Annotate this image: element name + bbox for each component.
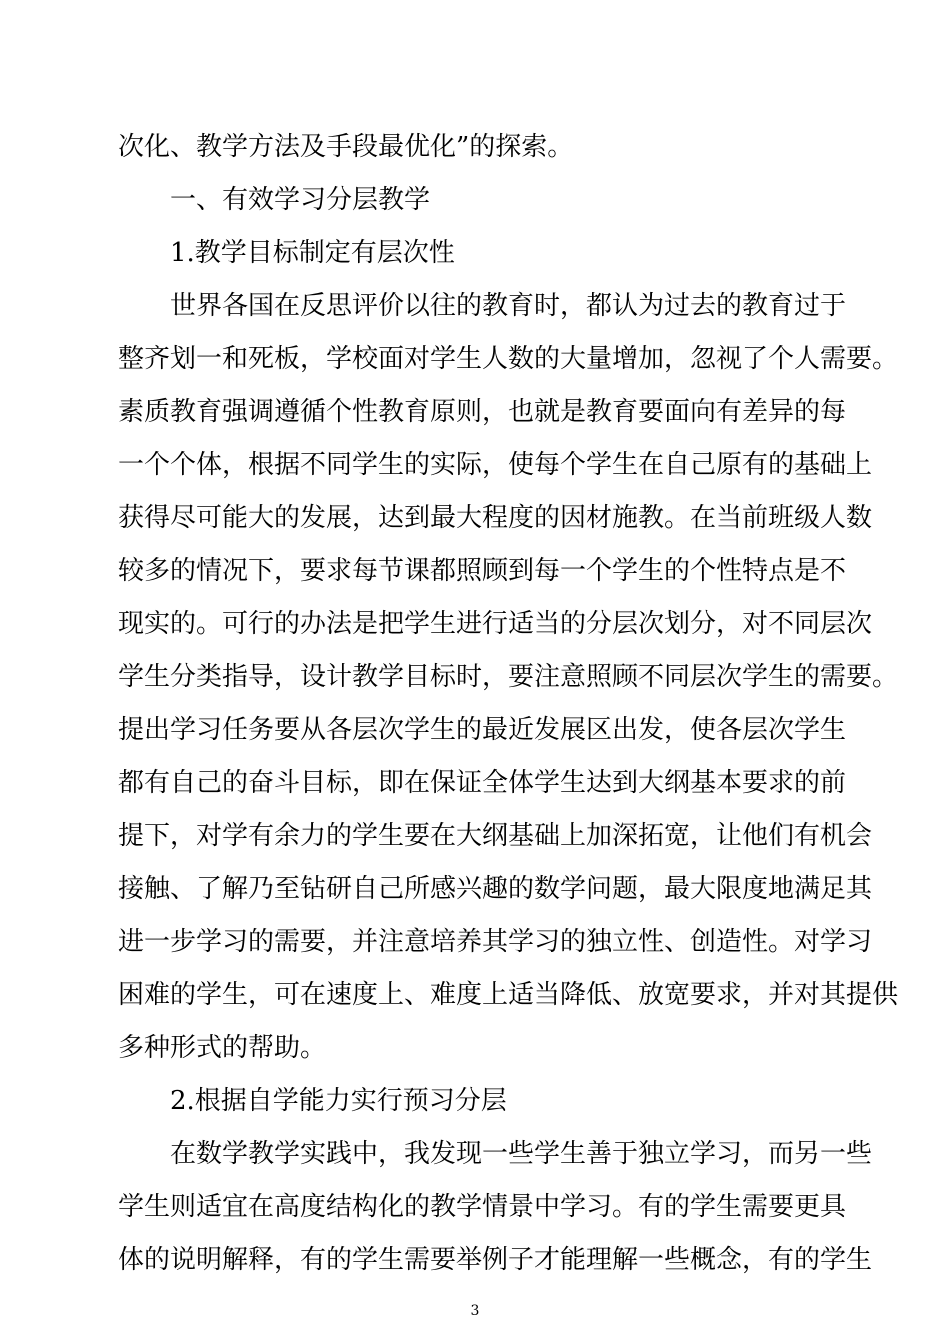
paragraph-line: 多种形式的帮助。 bbox=[118, 1033, 327, 1063]
section-heading: 一、有效学习分层教学 bbox=[170, 185, 431, 215]
paragraph-line: 进一步学习的需要，并注意培养其学习的独立性、创造性。对学习 bbox=[118, 927, 873, 957]
paragraph-line: 整齐划一和死板，学校面对学生人数的大量增加，忽视了个人需要。 bbox=[118, 344, 899, 374]
paragraph-line: 一个个体，根据不同学生的实际，使每个学生在自己原有的基础上 bbox=[118, 450, 873, 480]
paragraph-line: 次化、教学方法及手段最优化”的探索。 bbox=[118, 132, 574, 162]
paragraph-line: 较多的情况下，要求每节课都照顾到每一个学生的个性特点是不 bbox=[118, 556, 847, 586]
subsection-heading: 1.教学目标制定有层次性 bbox=[170, 238, 455, 268]
paragraph-line: 体的说明解释，有的学生需要举例子才能理解一些概念，有的学生 bbox=[118, 1245, 873, 1275]
paragraph-line: 提下，对学有余力的学生要在大纲基础上加深拓宽，让他们有机会 bbox=[118, 821, 873, 851]
paragraph-line: 学生则适宜在高度结构化的教学情景中学习。有的学生需要更具 bbox=[118, 1192, 847, 1222]
paragraph-line: 学生分类指导，设计教学目标时，要注意照顾不同层次学生的需要。 bbox=[118, 662, 899, 692]
paragraph-line: 获得尽可能大的发展，达到最大程度的因材施教。在当前班级人数 bbox=[118, 503, 873, 533]
paragraph-line: 现实的。可行的办法是把学生进行适当的分层次划分，对不同层次 bbox=[118, 609, 873, 639]
paragraph-line: 在数学教学实践中，我发现一些学生善于独立学习，而另一些 bbox=[170, 1139, 873, 1169]
page-number: 3 bbox=[470, 1303, 480, 1319]
paragraph-line: 提出学习任务要从各层次学生的最近发展区出发，使各层次学生 bbox=[118, 715, 847, 745]
paragraph-line: 素质教育强调遵循个性教育原则，也就是教育要面向有差异的每 bbox=[118, 397, 847, 427]
paragraph-line: 都有自己的奋斗目标，即在保证全体学生达到大纲基本要求的前 bbox=[118, 768, 847, 798]
subsection-heading: 2.根据自学能力实行预习分层 bbox=[170, 1086, 507, 1116]
paragraph-line: 世界各国在反思评价以往的教育时，都认为过去的教育过于 bbox=[170, 291, 847, 321]
paragraph-line: 困难的学生，可在速度上、难度上适当降低、放宽要求，并对其提供 bbox=[118, 980, 899, 1010]
paragraph-line: 接触、了解乃至钻研自己所感兴趣的数学问题，最大限度地满足其 bbox=[118, 874, 873, 904]
